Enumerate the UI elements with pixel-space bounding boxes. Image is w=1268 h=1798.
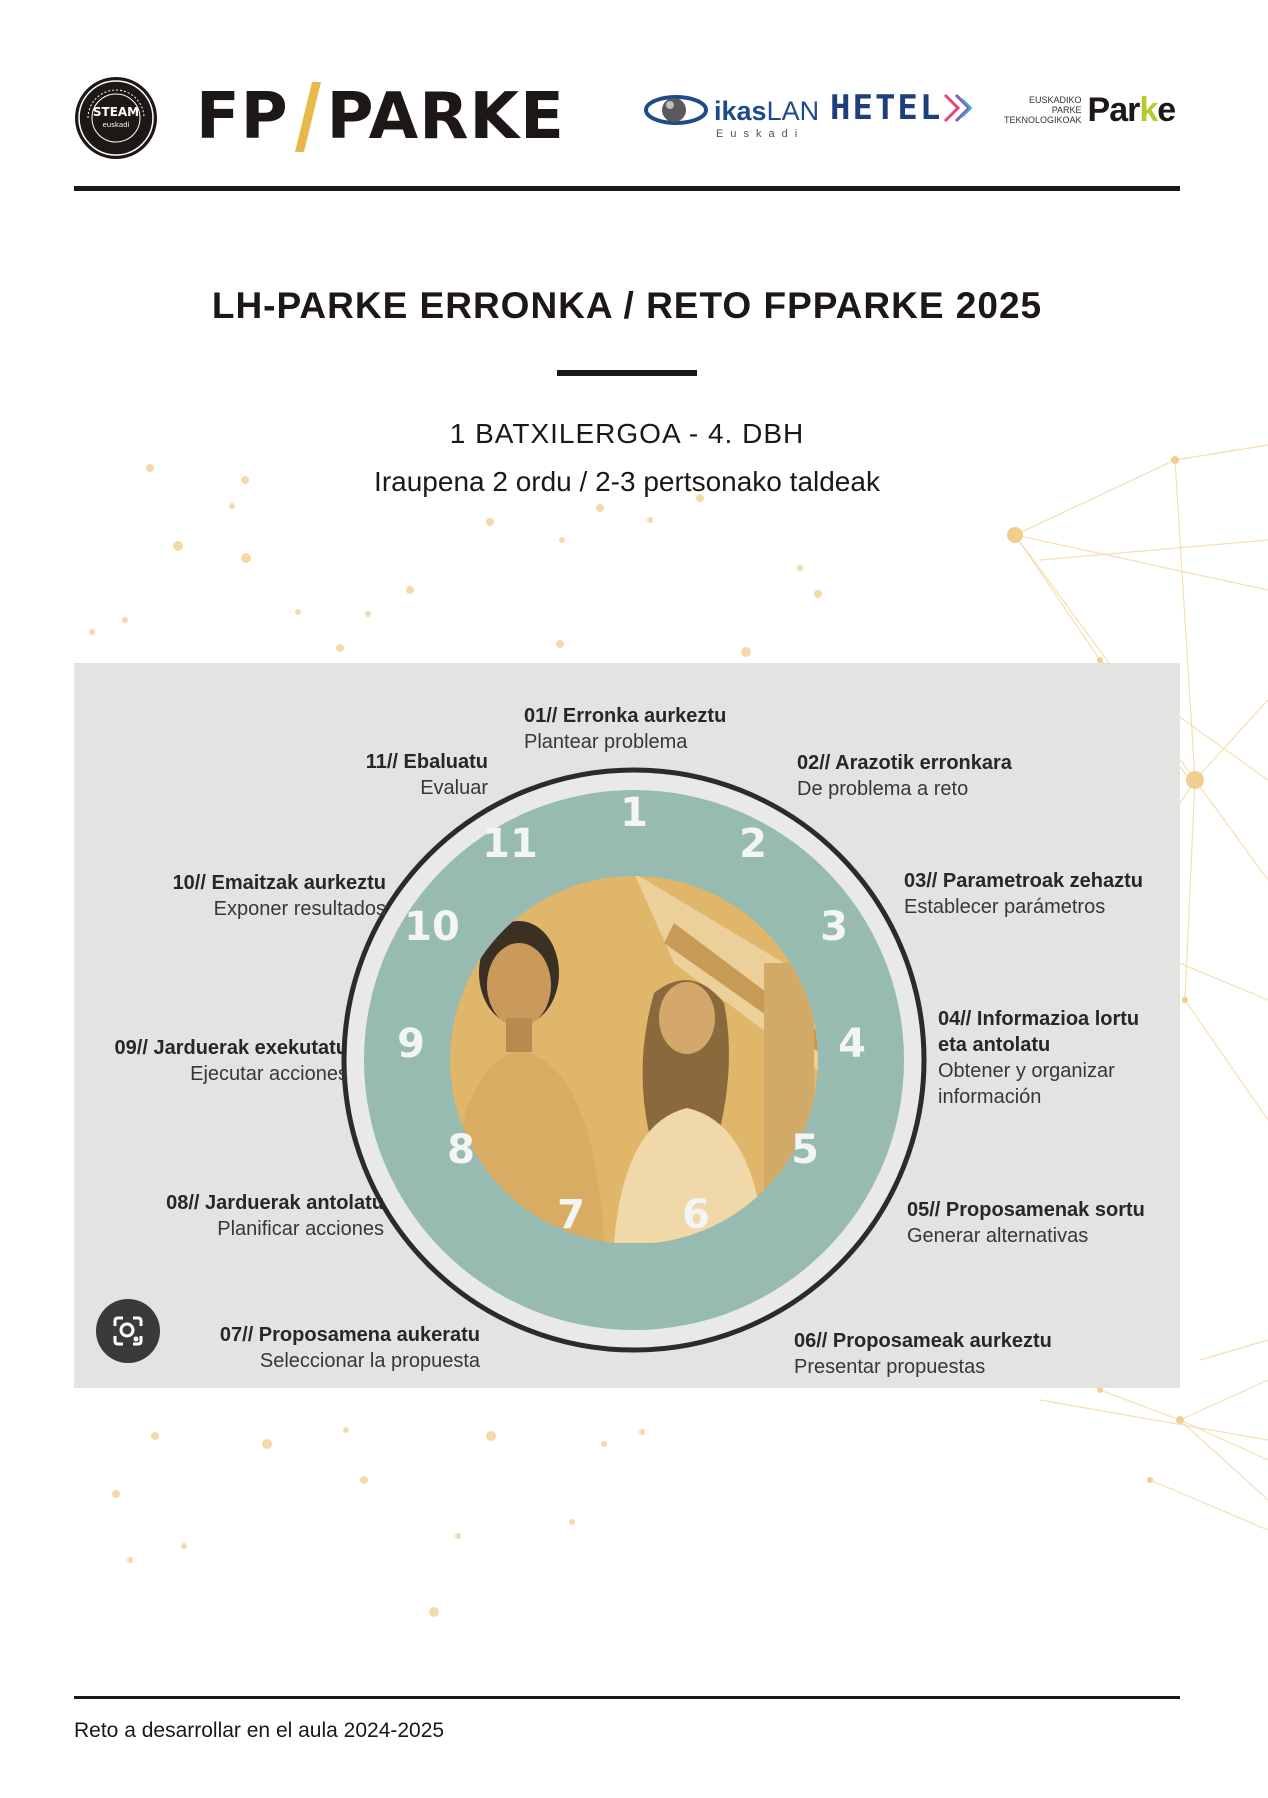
cycle-step-11: 11// Ebaluatu Evaluar bbox=[365, 751, 488, 799]
step-number-7: 7 bbox=[557, 1192, 585, 1238]
steam-badge-icon bbox=[74, 76, 158, 160]
brand-slash-icon bbox=[295, 82, 321, 152]
hetel-name: HETEL bbox=[830, 88, 943, 128]
step-number-5: 5 bbox=[791, 1127, 819, 1173]
hetel-chevron-icon bbox=[942, 92, 976, 124]
cycle-step-07: 07// Proposamena aukeratu Seleccionar la propuesta bbox=[219, 1324, 480, 1372]
svg-text:STEAM: STEAM bbox=[92, 105, 140, 119]
challenge-cycle-panel bbox=[74, 663, 1180, 1388]
step-number-11: 11 bbox=[482, 821, 538, 867]
parke-subtitle: EUSKADIKO PARKE TEKNOLOGIKOAK bbox=[1004, 95, 1082, 125]
cycle-step-01: 01// Erronka aurkeztu Plantear problema bbox=[524, 705, 727, 753]
parke-name: Parke bbox=[1087, 90, 1176, 129]
hetel-logo bbox=[830, 88, 976, 128]
ikaslan-logo-icon bbox=[644, 88, 708, 132]
page-title: LH-PARKE ERRONKA / RETO FPPARKE 2025 bbox=[211, 285, 1043, 326]
brand-left-text: FP bbox=[196, 80, 289, 154]
ikaslan-region: Euskadi bbox=[716, 128, 805, 140]
svg-text:euskadi: euskadi bbox=[102, 121, 130, 129]
step-number-9: 9 bbox=[397, 1021, 425, 1067]
lens-search-icon bbox=[111, 1314, 145, 1348]
cycle-step-02: 02// Arazotik erronkara De problema a reto bbox=[797, 752, 1012, 800]
cycle-step-10: 10// Emaitzak aurkeztu Exponer resultados bbox=[172, 872, 386, 920]
cycle-step-03: 03// Parametroak zehaztu Establecer parámetros bbox=[904, 870, 1143, 918]
cycle-step-04: 04// Informazioa lortu eta antolatu Obtener y organizar información bbox=[938, 1008, 1140, 1108]
brand-right-text: PARKE bbox=[326, 80, 565, 154]
cycle-step-05: 05// Proposamenak sortu Generar alternativas bbox=[907, 1199, 1145, 1247]
parke-logo bbox=[1004, 90, 1175, 130]
step-number-8: 8 bbox=[447, 1127, 475, 1173]
cycle-step-08: 08// Jarduerak antolatu Planificar acciones bbox=[166, 1192, 384, 1240]
cycle-step-09: 09// Jarduerak exekutatu Ejecutar acciones bbox=[114, 1037, 348, 1085]
ikaslan-logo bbox=[644, 86, 820, 144]
step-number-1: 1 bbox=[620, 790, 648, 836]
footer-note: Reto a desarrollar en el aula 2024-2025 bbox=[74, 1719, 445, 1742]
header-divider bbox=[74, 186, 1180, 191]
fpparke-logo bbox=[196, 80, 565, 154]
title-divider bbox=[557, 370, 697, 376]
subtitle-duration: Iraupena 2 ordu / 2-3 pertsonako taldeak bbox=[374, 466, 880, 497]
ikaslan-name: ikasLAN bbox=[714, 96, 820, 126]
subtitle-level: 1 BATXILERGOA - 4. DBH bbox=[449, 418, 805, 449]
step-number-6: 6 bbox=[682, 1192, 710, 1238]
footer-divider bbox=[74, 1696, 1180, 1699]
step-number-10: 10 bbox=[404, 904, 460, 950]
step-number-4: 4 bbox=[838, 1021, 866, 1067]
step-number-3: 3 bbox=[820, 904, 848, 950]
cycle-step-06: 06// Proposameak aurkeztu Presentar propuestas bbox=[794, 1330, 1052, 1378]
lens-search-button[interactable] bbox=[96, 1299, 160, 1363]
step-number-2: 2 bbox=[739, 821, 767, 867]
